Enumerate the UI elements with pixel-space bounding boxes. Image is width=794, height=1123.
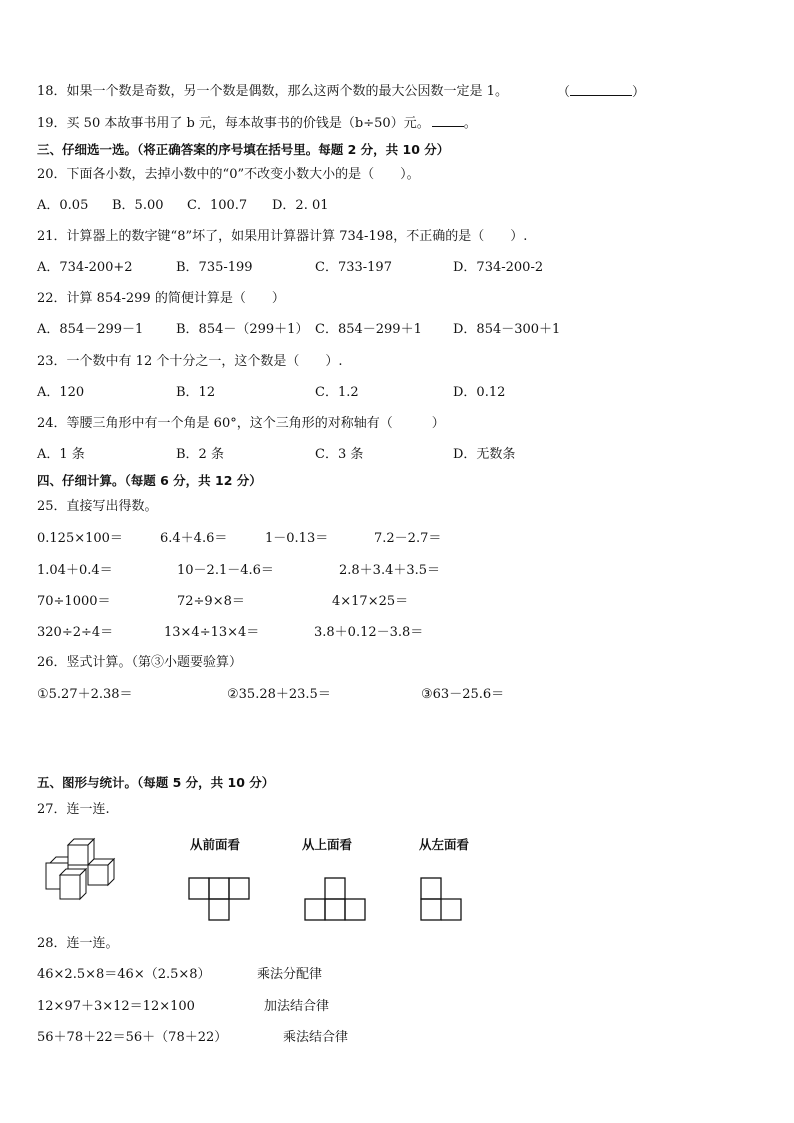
section-4-heading: 四、仔细计算。（每题 6 分，共 12 分）	[37, 473, 262, 488]
q23-option-c[interactable]: C．1.2	[315, 385, 359, 400]
view-shape-t[interactable]	[188, 877, 252, 921]
q23-option-d[interactable]: D．0.12	[453, 385, 506, 400]
section-5-heading: 五、图形与统计。（每题 5 分，共 10 分）	[37, 775, 275, 790]
calc-item[interactable]: 70÷1000＝	[37, 594, 111, 609]
match-left-item[interactable]: 12×97＋3×12＝12×100	[37, 999, 195, 1014]
calc-item[interactable]: 2.8＋3.4＋3.5＝	[339, 563, 441, 578]
calc-item[interactable]: 1－0.13＝	[265, 531, 329, 546]
question-26: 26．竖式计算。（第③小题要验算）	[37, 655, 243, 670]
question-24: 24．等腰三角形中有一个角是 60°，这个三角形的对称轴有（ ）	[37, 416, 445, 431]
answer-blank-18[interactable]: （ ）	[557, 85, 646, 100]
question-21: 21．计算器上的数字键“8”坏了，如果用计算器计算 734-198，不正确的是（ ）.	[37, 229, 528, 244]
q24-option-b[interactable]: B．2 条	[176, 447, 224, 462]
calc-item[interactable]: 13×4÷13×4＝	[164, 625, 260, 640]
calc-item[interactable]: 4×17×25＝	[332, 594, 409, 609]
question-18	[37, 84, 508, 100]
calc-item[interactable]: 6.4＋4.6＝	[160, 531, 228, 546]
match-right-item[interactable]: 加法结合律	[264, 999, 330, 1014]
match-left-item[interactable]: 46×2.5×8＝46×（2.5×8）	[37, 967, 211, 982]
section-3-heading: 三、仔细选一选。（将正确答案的序号填在括号里。每题 2 分，共 10 分）	[37, 142, 450, 157]
calc-item[interactable]: 1.04＋0.4＝	[37, 563, 113, 578]
q20-option-c[interactable]: C．100.7	[187, 198, 248, 213]
view-label-left: 从左面看	[419, 837, 470, 852]
q22-option-a[interactable]: A．854－299－1	[37, 322, 144, 337]
q21-option-b[interactable]: B．735-199	[176, 260, 253, 275]
question-20: 20．下面各小数，去掉小数中的“0”不改变小数大小的是（ ）。	[37, 167, 420, 182]
q21-option-a[interactable]: A．734-200+2	[37, 260, 133, 275]
vertical-calc-item[interactable]: ②35.28＋23.5＝	[227, 687, 331, 702]
q24-option-d[interactable]: D．无数条	[453, 447, 516, 462]
q20-option-b[interactable]: B．5.00	[112, 198, 164, 213]
question-27: 27．连一连.	[37, 802, 110, 817]
calc-item[interactable]: 3.8＋0.12－3.8＝	[314, 625, 424, 640]
match-right-item[interactable]: 乘法分配律	[257, 967, 323, 982]
view-label-top: 从上面看	[302, 837, 353, 852]
cube-stack-figure	[42, 835, 122, 903]
vertical-calc-item[interactable]: ①5.27＋2.38＝	[37, 687, 133, 702]
q24-option-a[interactable]: A．1 条	[37, 447, 85, 462]
q24-option-c[interactable]: C．3 条	[315, 447, 364, 462]
view-shape-l[interactable]	[420, 877, 464, 921]
calc-item[interactable]: 7.2－2.7＝	[374, 531, 442, 546]
calc-item[interactable]: 320÷2÷4＝	[37, 625, 114, 640]
calc-item[interactable]: 0.125×100＝	[37, 531, 123, 546]
q22-option-c[interactable]: C．854－299＋1	[315, 322, 422, 337]
question-19: 19．买 50 本故事书用了 b 元，每本故事书的价钱是（b÷50）元。 。	[37, 116, 477, 131]
question-28: 28．连一连。	[37, 936, 119, 951]
q23-option-a[interactable]: A．120	[37, 385, 85, 400]
match-left-item[interactable]: 56＋78＋22＝56＋（78＋22）	[37, 1030, 228, 1045]
q21-option-c[interactable]: C．733-197	[315, 260, 392, 275]
calc-item[interactable]: 10－2.1－4.6＝	[177, 563, 274, 578]
question-22: 22．计算 854-299 的简便计算是（ ）	[37, 291, 285, 306]
q20-option-d[interactable]: D．2. 01	[272, 198, 329, 213]
question-25: 25．直接写出得数。	[37, 499, 158, 514]
q22-option-b[interactable]: B．854－（299＋1）	[176, 322, 309, 337]
answer-blank-19[interactable]	[432, 115, 464, 127]
match-right-item[interactable]: 乘法结合律	[283, 1030, 349, 1045]
view-label-front: 从前面看	[190, 837, 241, 852]
view-shape-inverted-t[interactable]	[304, 877, 368, 921]
question-23: 23．一个数中有 12 个十分之一，这个数是（ ）.	[37, 354, 343, 369]
q20-option-a[interactable]: A．0.05	[37, 198, 89, 213]
question-19-text: 19．买 50 本故事书用了 b 元，每本故事书的价钱是（b÷50）元。	[37, 116, 430, 131]
vertical-calc-item[interactable]: ③63－25.6＝	[421, 687, 505, 702]
q23-option-b[interactable]: B．12	[176, 385, 216, 400]
question-18-text: 18．如果一个数是奇数，另一个数是偶数，那么这两个数的最大公因数一定是 1。	[37, 84, 508, 99]
calc-item[interactable]: 72÷9×8＝	[177, 594, 245, 609]
q22-option-d[interactable]: D．854－300＋1	[453, 322, 561, 337]
q21-option-d[interactable]: D．734-200-2	[453, 260, 544, 275]
